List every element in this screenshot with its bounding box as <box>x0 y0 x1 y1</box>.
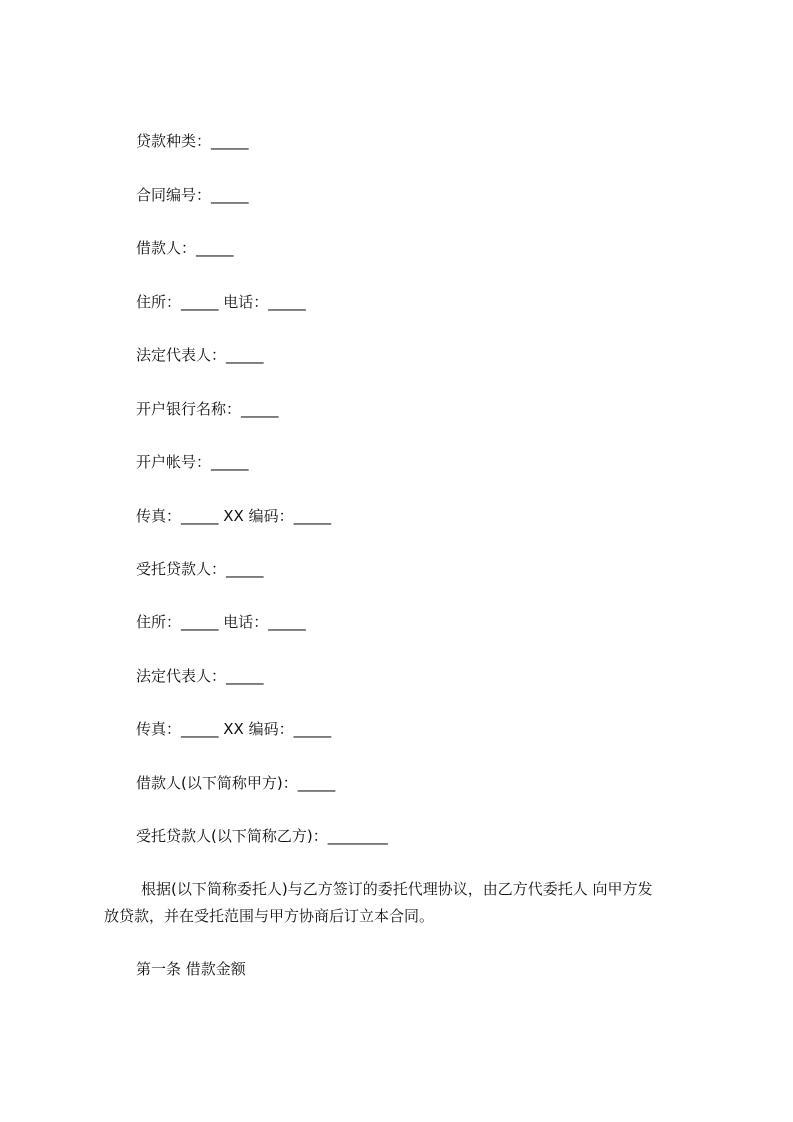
field-borrower-fax-postcode: 传真：_____ XX 编码：_____ <box>136 507 332 525</box>
field-account-number: 开户帐号：_____ <box>136 453 249 471</box>
field-borrower-address-phone: 住所：_____ 电话：_____ <box>136 293 306 311</box>
field-trustee-legal-rep: 法定代表人：_____ <box>136 667 264 685</box>
field-trustee-lender: 受托贷款人：_____ <box>136 560 264 578</box>
section-heading: 第一条 借款金额 <box>136 960 246 978</box>
field-party-b: 受托贷款人(以下简称乙方)：________ <box>136 827 388 845</box>
field-borrower: 借款人：_____ <box>136 239 234 257</box>
field-loan-type: 贷款种类：_____ <box>136 132 249 150</box>
field-trustee-fax-postcode: 传真：_____ XX 编码：_____ <box>136 720 332 738</box>
field-trustee-address-phone: 住所：_____ 电话：_____ <box>136 613 306 631</box>
preamble-line-2: 放贷款，并在受托范围与甲方协商后订立本合同。 <box>104 907 435 925</box>
preamble-line-1: 根据(以下简称委托人)与乙方签订的委托代理协议，由乙方代委托人 向甲方发 <box>141 880 653 898</box>
field-party-a: 借款人(以下简称甲方)：_____ <box>136 774 336 792</box>
field-borrower-legal-rep: 法定代表人：_____ <box>136 346 264 364</box>
field-contract-number: 合同编号：_____ <box>136 186 249 204</box>
field-bank-name: 开户银行名称：_____ <box>136 400 279 418</box>
